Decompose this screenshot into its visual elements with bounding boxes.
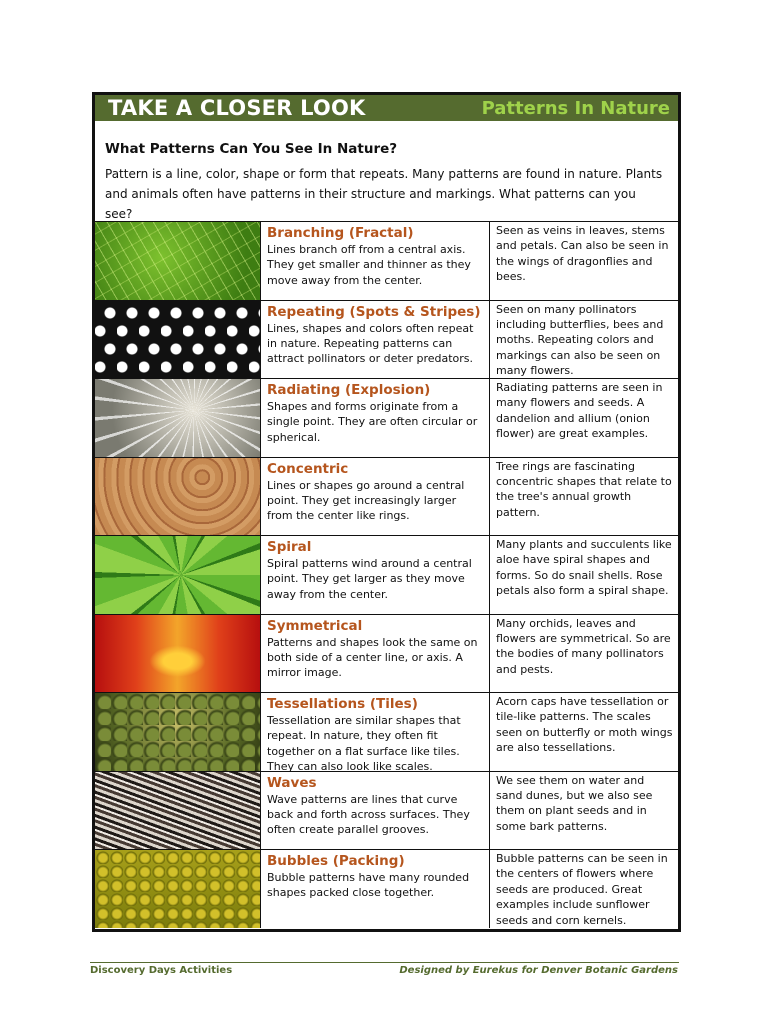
intro-text: Pattern is a line, color, shape or form that repeats. Many patterns are found in nature. Plants and animals often have patterns in their structure and markings. What patterns can you see? (105, 167, 663, 221)
pattern-table (95, 221, 678, 928)
pattern-examples: Tree rings are fascinating concentric shapes that relate to the tree's annual growth pattern. (496, 459, 672, 519)
footer-left-text: Discovery Days Activities (90, 965, 233, 976)
pattern-description: Lines branch off from a central axis. They get smaller and thinner as they move away from the center. (267, 243, 471, 287)
worksheet-frame (92, 92, 681, 932)
butterfly-wing-image (95, 301, 260, 379)
footer-credit: Designed by Eurekus for Denver Botanic Gardens (399, 965, 678, 976)
pattern-examples: Many orchids, leaves and flowers are symmetrical. So are the bodies of many pollinators and pests. (496, 616, 671, 676)
pattern-examples: Bubble patterns can be seen in the centers of flowers where seeds are produced. Great examples include sunflower seeds and corn kernels. (496, 852, 668, 927)
pattern-name: Spiral (267, 539, 312, 555)
table-row (95, 849, 678, 928)
table-row (95, 300, 678, 379)
pattern-examples: Acorn caps have tessellation or tile-like patterns. The scales seen on butterfly or moth wings are also tessellations. (496, 695, 673, 755)
table-row (95, 457, 678, 536)
pattern-description: Tessellation are similar shapes that repeat. In nature, they often fit together on a flat surface like tiles. They can also look like scales. (267, 714, 461, 774)
table-row (95, 535, 678, 614)
pattern-description: Lines or shapes go around a central point. They get increasingly larger from the center like rings. (267, 478, 465, 523)
pattern-description: Spiral patterns wind around a central point. They get larger as they move away from the center. (267, 557, 472, 601)
table-row (95, 771, 678, 850)
aloe-spiral-image (95, 536, 260, 614)
pattern-description: Wave patterns are lines that curve back and forth across surfaces. They often create parallel grooves. (267, 792, 470, 837)
pattern-description: Lines, shapes and colors often repeat in nature. Repeating patterns can attract pollinators or deter predators. (267, 321, 474, 366)
intro-section (95, 121, 678, 221)
dandelion-image (95, 379, 260, 457)
pattern-name: Branching (Fractal) (267, 225, 414, 241)
leaf-veins-image (95, 222, 260, 300)
pattern-name: Repeating (Spots & Stripes) (267, 303, 481, 320)
sunflower-seeds-image (95, 850, 260, 928)
pattern-name: Bubbles (Packing) (267, 853, 405, 869)
pattern-examples: Radiating patterns are seen in many flowers and seeds. A dandelion and allium (onion flower) are great examples. (496, 381, 663, 441)
table-row (95, 614, 678, 693)
table-row (95, 378, 678, 457)
tree-rings-image (95, 458, 260, 536)
bark-waves-image (95, 772, 260, 850)
pattern-name: Concentric (267, 460, 349, 477)
orchid-image (95, 615, 260, 693)
acorn-cap-image (95, 693, 260, 771)
page-title: TAKE A CLOSER LOOK (108, 96, 366, 120)
header-bar (95, 95, 678, 121)
pattern-name: Waves (267, 774, 317, 791)
pattern-description: Patterns and shapes look the same on both side of a center line, or axis. A mirror image. (267, 635, 478, 680)
pattern-examples: Seen as veins in leaves, stems and petals. Can also be seen in the wings of dragonflies and bees. (496, 224, 669, 284)
page-subtitle: Patterns In Nature (481, 97, 670, 119)
pattern-name: Tessellations (Tiles) (267, 696, 418, 712)
pattern-name: Radiating (Explosion) (267, 382, 431, 398)
pattern-examples: Many plants and succulents like aloe have spiral shapes and forms. So do snail shells. Rose petals also form a spiral shape. (496, 538, 672, 598)
pattern-examples: We see them on water and sand dunes, but we also see them on plant seeds and in some bark patterns. (496, 773, 653, 833)
pattern-description: Shapes and forms originate from a single point. They are often circular or spherical. (267, 400, 478, 444)
pattern-description: Bubble patterns have many rounded shapes packed close together. (267, 871, 470, 900)
table-row (95, 221, 678, 300)
table-row (95, 692, 678, 774)
pattern-examples: Seen on many pollinators including butterflies, bees and moths. Repeating colors and markings can also be seen on many flowers. (496, 302, 664, 378)
intro-heading: What Patterns Can You See In Nature? (105, 141, 398, 157)
pattern-name: Symmetrical (267, 617, 363, 634)
footer-divider (90, 962, 679, 963)
